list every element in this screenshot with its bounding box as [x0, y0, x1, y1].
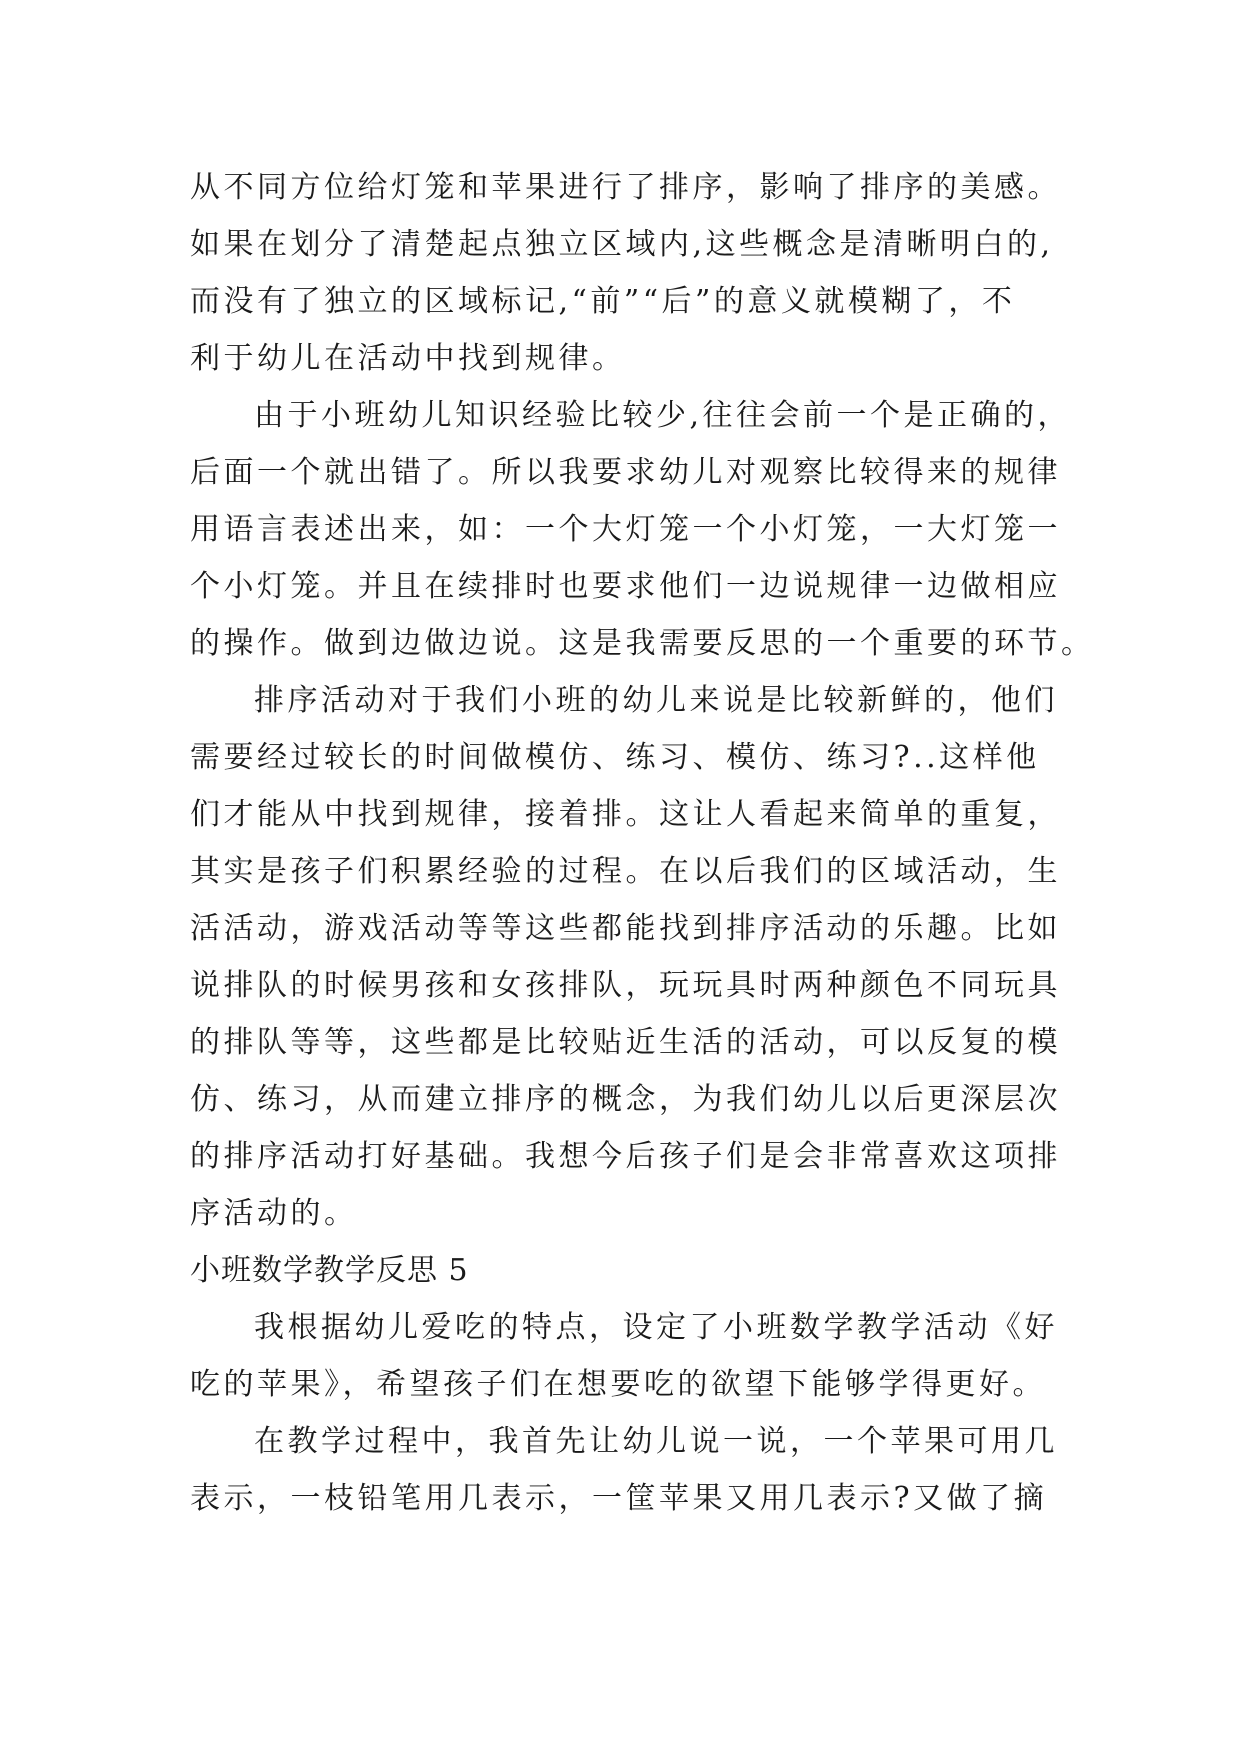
paragraph-line: 用语言表述出来，如：一个大灯笼一个小灯笼，一大灯笼一: [190, 512, 1061, 547]
paragraph-line: 从不同方位给灯笼和苹果进行了排序，影响了排序的美感。: [190, 170, 1061, 205]
paragraph-line: 说排队的时候男孩和女孩排队，玩玩具时两种颜色不同玩具: [190, 968, 1061, 1003]
paragraph-line: 们才能从中找到规律，接着排。这让人看起来简单的重复，: [190, 797, 1061, 832]
paragraph-line: 的排序活动打好基础。我想今后孩子们是会非常喜欢这项排: [190, 1139, 1061, 1174]
paragraph-line: 利于幼儿在活动中找到规律。: [190, 341, 626, 376]
paragraph-line: 由于小班幼儿知识经验比较少,往往会前一个是正确的，: [254, 398, 1072, 433]
paragraph-line: 序活动的。: [190, 1196, 358, 1231]
paragraph-line: 仿、练习，从而建立排序的概念，为我们幼儿以后更深层次: [190, 1082, 1061, 1117]
paragraph-line: 而没有了独立的区域标记,“前”“后”的意义就模糊了，不: [190, 284, 1016, 319]
paragraph-line: 表示，一枝铅笔用几表示，一筐苹果又用几表示?又做了摘: [190, 1481, 1048, 1516]
paragraph-line: 后面一个就出错了。所以我要求幼儿对观察比较得来的规律: [190, 455, 1061, 490]
paragraph-line: 如果在划分了清楚起点独立区域内,这些概念是清晰明白的,: [190, 227, 1054, 262]
paragraph-line: 在教学过程中，我首先让幼儿说一说，一个苹果可用几: [254, 1424, 1058, 1459]
paragraph-line: 活活动，游戏活动等等这些都能找到排序活动的乐趣。比如: [190, 911, 1061, 946]
paragraph-line: 排序活动对于我们小班的幼儿来说是比较新鲜的，他们: [254, 683, 1058, 718]
paragraph-line: 个小灯笼。并且在续排时也要求他们一边说规律一边做相应: [190, 569, 1061, 604]
paragraph-line: 吃的苹果》，希望孩子们在想要吃的欲望下能够学得更好。: [190, 1367, 1046, 1402]
paragraph-line: 我根据幼儿爱吃的特点，设定了小班数学教学活动《好: [254, 1310, 1058, 1345]
section-heading: 小班数学教学反思 5: [190, 1253, 469, 1288]
paragraph-line: 需要经过较长的时间做模仿、练习、模仿、练习?..这样他: [190, 740, 1040, 775]
paragraph-line: 的排队等等，这些都是比较贴近生活的活动，可以反复的模: [190, 1025, 1061, 1060]
paragraph-line: 其实是孩子们积累经验的过程。在以后我们的区域活动，生: [190, 854, 1061, 889]
paragraph-line: 的操作。做到边做边说。这是我需要反思的一个重要的环节。: [190, 626, 1095, 661]
